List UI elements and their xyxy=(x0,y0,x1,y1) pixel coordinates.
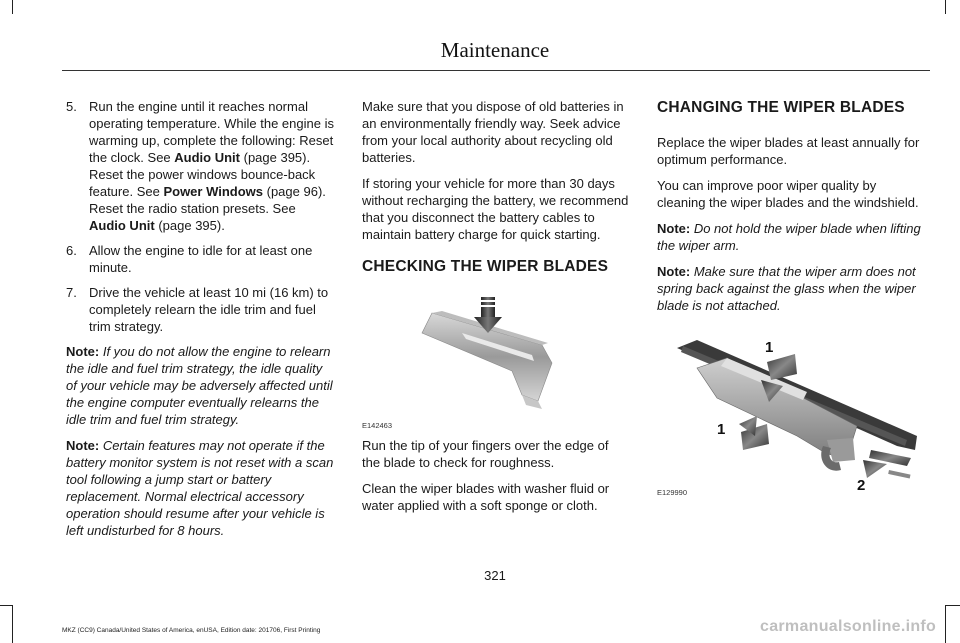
figure-code: E129990 xyxy=(657,488,688,497)
figure-code: E142463 xyxy=(362,421,393,430)
note: Note: Do not hold the wiper blade when lifting the wiper arm. xyxy=(657,221,921,253)
link-audio-unit[interactable]: Audio Unit xyxy=(174,150,240,165)
step-6: 6. Allow the engine to idle for at least one minute. xyxy=(66,243,313,275)
crop-mark xyxy=(945,0,946,14)
crop-mark xyxy=(946,605,960,606)
watermark: carmanualsonline.info xyxy=(760,618,937,635)
wiper-blade-illustration xyxy=(362,293,630,431)
callout-label: 2 xyxy=(857,477,866,494)
paragraph: Make sure that you dispose of old batteries in an environmentally friendly way. Seek advice from your local authority about recycling old batteries. xyxy=(362,99,624,165)
column-right xyxy=(657,98,927,498)
figure-wiper-blade-check xyxy=(362,293,630,431)
step-5: 5. Run the engine until it reaches normal operating temperature. While the engine is warming up, complete the following: Reset the clock. See Audio Unit (page 395). Reset the power windows bounce-back feature. See Power Windows (page 96). Reset the radio station presets. See Audio Unit (page 395). xyxy=(66,99,334,233)
crop-mark xyxy=(0,605,12,606)
crop-mark xyxy=(12,0,13,14)
step-7: 7. Drive the vehicle at least 10 mi (16 km) to completely relearn the idle trim and fuel trim strategy. xyxy=(66,285,329,334)
column-middle xyxy=(362,98,630,523)
paragraph: If storing your vehicle for more than 30 days without recharging the battery, we recommend that you disconnect the battery cables to maintain battery charge for quick starting. xyxy=(362,176,629,242)
note: Note: Make sure that the wiper arm does not spring back against the glass when the wiper blade is not attached. xyxy=(657,264,916,313)
page-title: Maintenance xyxy=(440,38,550,62)
column-left xyxy=(66,98,336,548)
link-power-windows[interactable]: Power Windows xyxy=(163,184,264,199)
note: Note: Certain features may not operate if the battery monitor system is not reset with a scan tool following a jump start or battery replacement. Normal electrical accessory operation should resume after your vehicle is left undisturbed for 8 hours. xyxy=(66,438,334,538)
crop-mark xyxy=(945,605,946,643)
paragraph: Run the tip of your fingers over the edge of the blade to check for roughness. xyxy=(362,438,609,470)
callout-label: 1 xyxy=(765,339,774,356)
paragraph: You can improve poor wiper quality by cleaning the wiper blades and the windshield. xyxy=(657,178,919,210)
note: Note: If you do not allow the engine to relearn the idle and fuel trim strategy, the idle quality of your vehicle may be adversely affected until the engine computer eventually relearns the idle trim and fuel trim strategy. xyxy=(66,344,333,427)
footer-edition-info: MKZ (CC9) Canada/United States of America, enUSA, Edition date: 201706, First Printing xyxy=(62,627,321,634)
section-heading-checking-wiper-blades: CHECKING THE WIPER BLADES xyxy=(362,258,609,275)
page-number: 321 xyxy=(484,568,506,583)
section-heading-changing-wiper-blades: CHANGING THE WIPER BLADES xyxy=(657,99,905,116)
arrow-press-icon xyxy=(739,416,769,450)
paragraph: Replace the wiper blades at least annually for optimum performance. xyxy=(657,135,920,167)
figure-wiper-blade-removal xyxy=(657,328,927,498)
callout-label: 1 xyxy=(717,421,726,438)
crop-mark xyxy=(12,605,13,643)
paragraph: Clean the wiper blades with washer fluid or water applied with a soft sponge or cloth. xyxy=(362,481,610,513)
wiper-arm-illustration xyxy=(657,328,927,498)
header-divider xyxy=(62,70,930,71)
arrow-slide-icon xyxy=(863,450,911,478)
link-audio-unit[interactable]: Audio Unit xyxy=(89,218,155,233)
